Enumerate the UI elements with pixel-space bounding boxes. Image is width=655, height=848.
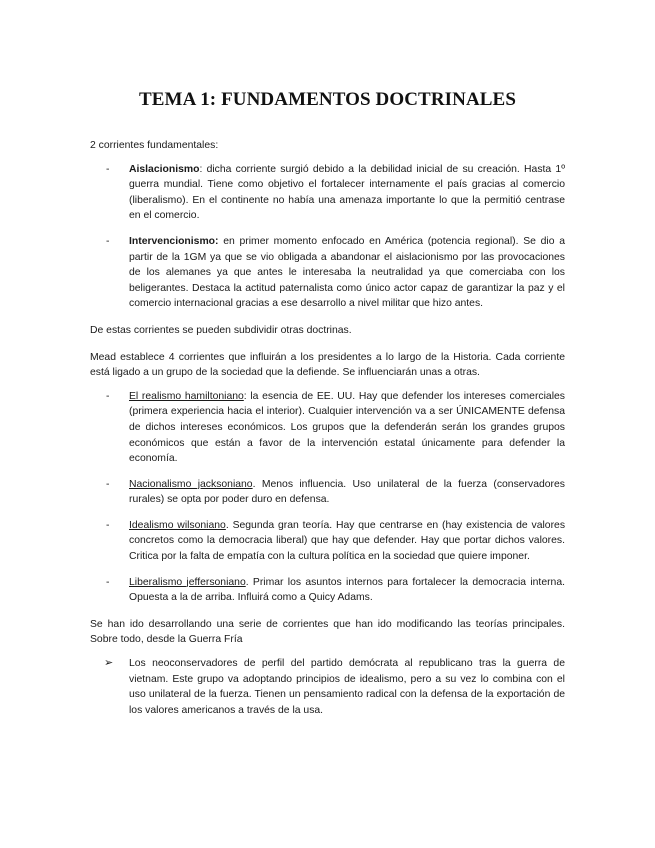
item-body: : la esencia de EE. UU. Hay que defender los intereses comerciales (primera experiencia hacia el interior). Cualquier intervención va a ser ÚNICAMENTE defensa de dichos intereses económicos. Los grupos que la defenderán serán los grandes grupos económicos que están a favor de la intervención estatal únicamente para defender la economía. — [129, 390, 565, 465]
list-item-intervencionismo — [90, 234, 565, 312]
dash-bullet-icon: - — [106, 163, 110, 175]
list-item-wilsoniano — [90, 518, 565, 565]
term-jeffersoniano: Liberalismo jeffersoniano — [129, 576, 246, 588]
list-item-hamiltoniano — [90, 389, 565, 467]
dash-bullet-icon: - — [106, 478, 110, 490]
paragraph-subdivide: De estas corrientes se pueden subdividir otras doctrinas. — [90, 324, 352, 336]
term-wilsoniano: Idealismo wilsoniano — [129, 519, 226, 531]
document-title: TEMA 1: FUNDAMENTOS DOCTRINALES — [139, 89, 516, 110]
term-intervencionismo: Intervencionismo: — [129, 235, 219, 247]
item-body: . Primar los asuntos internos para fortalecer la democracia interna. Opuesta a la de arriba. Influirá como a Quicy Adams. — [129, 576, 566, 604]
main-currents-list — [90, 162, 565, 312]
list-item-aislacionismo — [90, 162, 565, 224]
item-body: . Menos influencia. Uso unilateral de la fuerza (conservadores rurales) se opta por poder duro en defensa. — [129, 478, 565, 506]
arrow-bullet-icon: ➢ — [104, 657, 114, 670]
intro-paragraph: 2 corrientes fundamentales: — [90, 140, 219, 151]
list-item-neoconservadores — [90, 656, 565, 718]
item-body: Los neoconservadores de perfil del partido demócrata al republicano tras la guerra de vietnam. Este grupo va adoptando principios de idealismo, pero a su vez lo combina con el uso unilateral de la fuerza. Tienen un pensamiento radical con la defensa de la exportación de los valores americanos a través de la usa. — [129, 658, 565, 716]
item-body: en primer momento enfocado en América (potencia regional). Se dio a partir de la 1GM ya que se vio obligada a abandonar el aislacionismo por las provocaciones de los alemanes ya que antes le interesaba la neutralidad ya que comerciaba con los beligerantes. Destaca la actitud paternalista como único actor capaz de garantizar la paz y el comercio internacional gracias a ese desarrollo a nivel militar que hizo antes. — [129, 235, 565, 310]
list-item-jeffersoniano — [90, 575, 565, 606]
paragraph-mead: Mead establece 4 corrientes que influirán a los presidentes a lo largo de la Historia. Cada corriente está ligado a un grupo de la sociedad que la defiende. Se influenciarán unas a otras. — [90, 351, 565, 379]
term-hamiltoniano: El realismo hamiltoniano — [129, 390, 244, 402]
term-aislacionismo: Aislacionismo — [129, 163, 200, 175]
dash-bullet-icon: - — [106, 390, 110, 402]
dash-bullet-icon: - — [106, 235, 110, 247]
dash-bullet-icon: - — [106, 576, 110, 588]
dash-bullet-icon: - — [106, 519, 110, 531]
item-body: . Segunda gran teoría. Hay que centrarse en (hay existencia de valores concretos como la democracia liberal) que hay que defender. Hay que portar dichos valores. Critica por la falta de empatía con la cultura política en la sociedad que quiere imponer. — [129, 519, 566, 563]
neocon-list — [90, 656, 565, 718]
paragraph-cold-war: Se han ido desarrollando una serie de corrientes que han ido modificando las teorías principales. Sobre todo, desde la Guerra Fría — [90, 618, 565, 646]
term-jacksoniano: Nacionalismo jacksoniano — [129, 478, 253, 490]
item-body: : dicha corriente surgió debido a la debilidad inicial de su creación. Hasta 1º guerra mundial. Tiene como objetivo el fortalecer internamente el país gracias al comercio (liberalismo). En el continente no había una amenaza importante lo que la permitió centrase en el comercio. — [129, 163, 565, 222]
mead-currents-list — [90, 389, 565, 606]
list-item-jacksoniano — [90, 477, 565, 508]
